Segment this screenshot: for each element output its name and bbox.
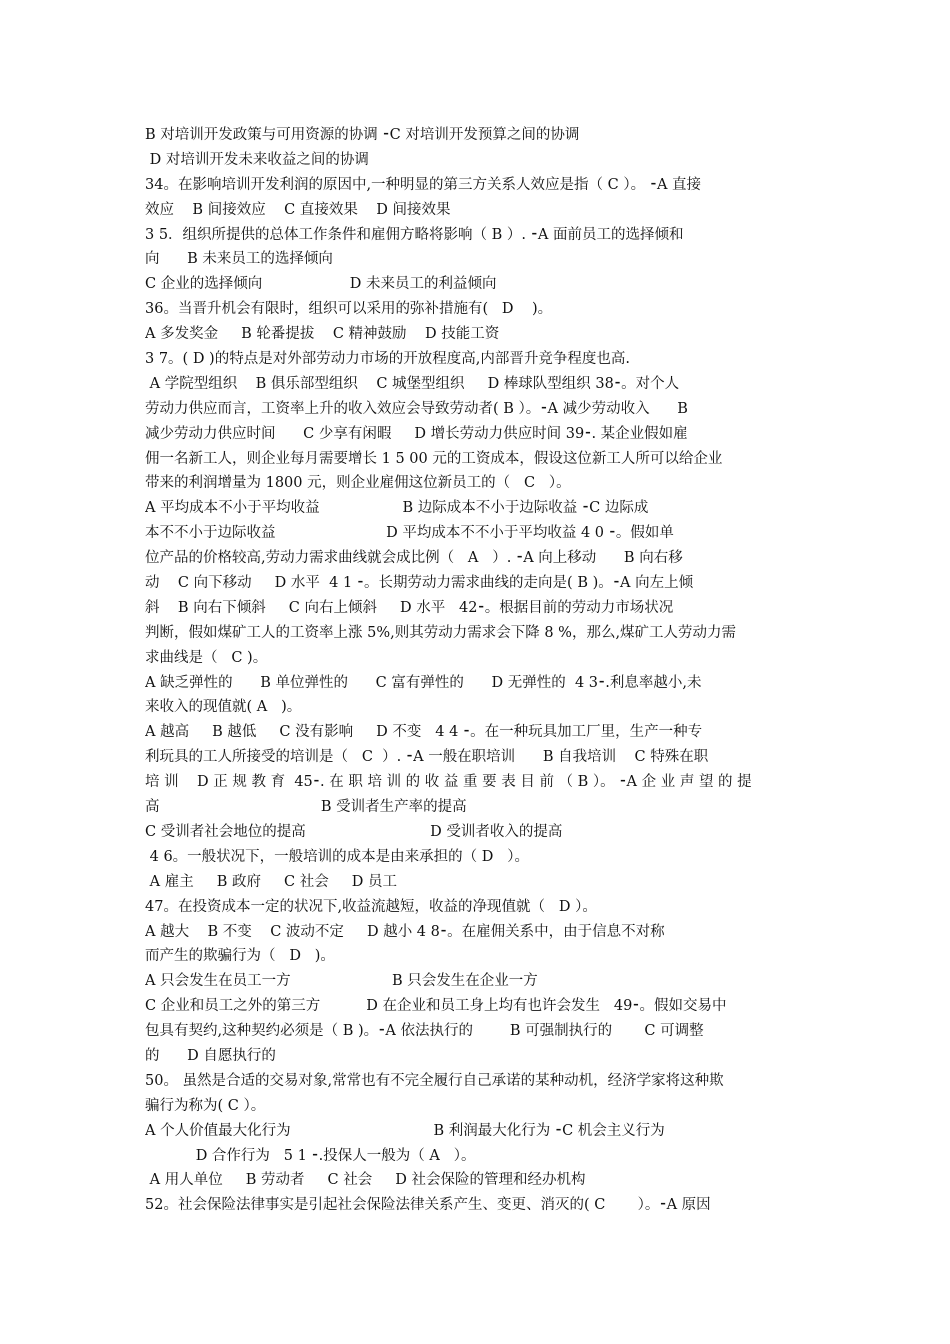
text-line: 带来的利润增量为 1800 元，则企业雇佣这位新员工的（ C ）。 bbox=[145, 475, 571, 492]
document-body bbox=[145, 123, 807, 1218]
text-line: A 平均成本不小于平均收益 B 边际成本不小于边际收益 ⁃C 边际成 bbox=[145, 500, 649, 517]
text-line: A 越大 B 不变 C 波动不定 D 越小 4 8⁃。在雇佣关系中，由于信息不对称 bbox=[145, 923, 665, 940]
text-line: 47。在投资成本一定的状况下,收益流越短，收益的净现值就（ D ）。 bbox=[145, 898, 597, 915]
text-line: 的 D 自愿执行的 bbox=[145, 1047, 276, 1064]
text-line: 佣一名新工人，则企业每月需要增长 1 5 00 元的工资成本，假设这位新工人所可以给企业 bbox=[145, 450, 723, 467]
text-line: 3 5．组织所提供的总体工作条件和雇佣方略将影响（ B ）. ⁃A 面前员工的选择倾和 bbox=[145, 226, 684, 243]
text-line: 减少劳动力供应时间 C 少享有闲暇 D 增长劳动力供应时间 39⁃. 某企业假如雇 bbox=[145, 425, 688, 442]
text-line: 52。社会保险法律事实是引起社会保险法律关系产生、变更、消灭的( C ）。⁃A 原因 bbox=[145, 1197, 711, 1214]
text-line: 效应 B 间接效应 C 直接效果 D 间接效果 bbox=[145, 201, 451, 218]
text-line: 培 训 D 正 规 教 育 45⁃. 在 职 培 训 的 收 益 重 要 表 目 前 （ B ）。 ⁃A 企 业 声 望 的 提 bbox=[145, 774, 752, 791]
text-line: A 多发奖金 B 轮番提拔 C 精神鼓励 D 技能工资 bbox=[145, 326, 500, 343]
text-line: C 企业和员工之外的第三方 D 在企业和员工身上均有也许会发生 49⁃。假如交易中 bbox=[145, 998, 727, 1015]
text-line: 包具有契约,这种契约必须是（ B )。⁃A 依法执行的 B 可强制执行的 C 可调整 bbox=[145, 1023, 704, 1040]
text-line: 34。在影响培训开发利润的原因中,一种明显的第三方关系人效应是指（ C ）。 ⁃A 直接 bbox=[145, 176, 702, 193]
text-line: 36。当晋升机会有限时，组织可以采用的弥补措施有( D )。 bbox=[145, 301, 553, 318]
text-line: A 缺乏弹性的 B 单位弹性的 C 富有弹性的 D 无弹性的 4 3⁃.利息率越小,未 bbox=[145, 674, 702, 691]
text-line: D 合作行为 5 1 ⁃.投保人一般为（ A ）。 bbox=[145, 1147, 476, 1164]
text-line: 本不不小于边际收益 D 平均成本不不小于平均收益 4 0 ⁃。假如单 bbox=[145, 525, 674, 542]
text-line: A 越高 B 越低 C 没有影响 D 不变 4 4 ⁃。在一种玩具加工厂里，生产一种专 bbox=[145, 724, 703, 741]
text-line: 4 6。一般状况下，一般培训的成本是由来承担的（ D ）。 bbox=[145, 848, 529, 865]
text-line: 利玩具的工人所接受的培训是（ C ）. ⁃A 一般在职培训 B 自我培训 C 特殊在职 bbox=[145, 749, 709, 766]
text-line: 高 B 受训者生产率的提高 bbox=[145, 799, 467, 816]
text-line: 劳动力供应而言，工资率上升的收入效应会导致劳动者( B ）。⁃A 减少劳动收入 B bbox=[145, 400, 688, 417]
text-line: 判断，假如煤矿工人的工资率上涨 5%,则其劳动力需求会下降 8 %，那么,煤矿工人劳动力需 bbox=[145, 624, 737, 641]
text-line: B 对培训开发政策与可用资源的协调 ⁃C 对培训开发预算之间的协调 bbox=[145, 127, 580, 143]
text-line: C 受训者社会地位的提高 D 受训者收入的提高 bbox=[145, 823, 563, 840]
text-line: A 个人价值最大化行为 B 利润最大化行为 ⁃C 机会主义行为 bbox=[145, 1122, 665, 1139]
text-line: 位产品的价格较高,劳动力需求曲线就会成比例（ A ）. ⁃A 向上移动 B 向右移 bbox=[145, 550, 683, 567]
text-line: A 用人单位 B 劳动者 C 社会 D 社会保险的管理和经办机构 bbox=[145, 1172, 586, 1189]
text-line: A 只会发生在员工一方 B 只会发生在企业一方 bbox=[145, 973, 538, 990]
text-line: 动 C 向下移动 D 水平 4 1 ⁃。长期劳动力需求曲线的走向是( B )。⁃A 向左上倾 bbox=[145, 575, 694, 592]
text-line: A 雇主 B 政府 C 社会 D 员工 bbox=[145, 873, 398, 890]
text-line: 求曲线是（ C )。 bbox=[145, 649, 268, 666]
text-line: 来收入的现值就( A )。 bbox=[145, 699, 302, 716]
text-line: 而产生的欺骗行为（ D )。 bbox=[145, 948, 335, 965]
text-line: 向 B 未来员工的选择倾向 bbox=[145, 251, 333, 268]
text-line: 斜 B 向右下倾斜 C 向右上倾斜 D 水平 42⁃。根据目前的劳动力市场状况 bbox=[145, 599, 674, 616]
text-line: 骗行为称为( C ）。 bbox=[145, 1097, 266, 1114]
text-line: 3 7。( D )的特点是对外部劳动力市场的开放程度高,内部晋升竞争程度也高. bbox=[145, 351, 630, 368]
text-line: C 企业的选择倾向 D 未来员工的利益倾向 bbox=[145, 276, 497, 293]
text-line: D 对培训开发未来收益之间的协调 bbox=[145, 151, 369, 168]
text-line: A 学院型组织 B 俱乐部型组织 C 城堡型组织 D 棒球队型组织 38⁃。对个人 bbox=[145, 375, 680, 392]
text-line: 50。 虽然是合适的交易对象,常常也有不完全履行自己承诺的某种动机，经济学家将这种欺 bbox=[145, 1072, 724, 1089]
